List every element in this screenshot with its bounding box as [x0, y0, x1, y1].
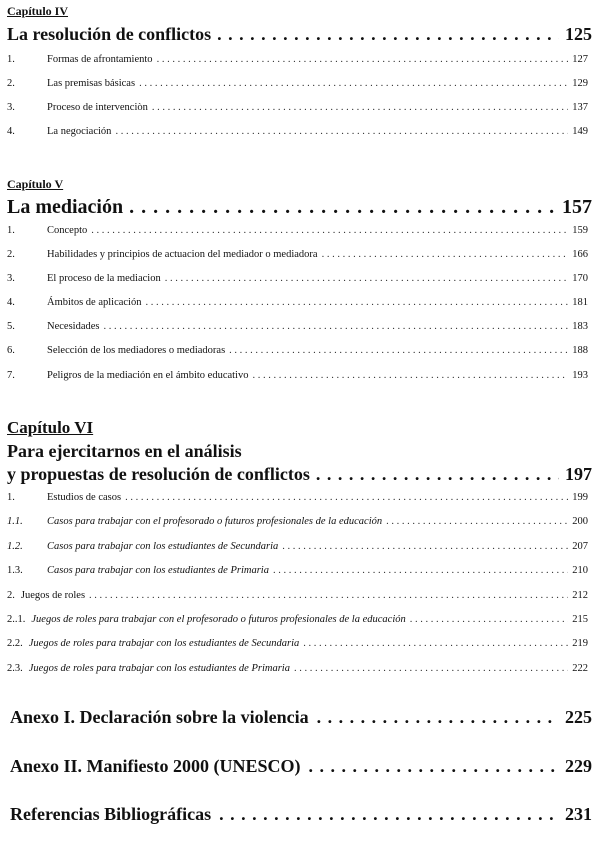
- entry-title: Estudios de casos: [47, 492, 122, 503]
- entry-number: 1.: [7, 492, 15, 503]
- dot-leader: [91, 225, 568, 236]
- dot-leader: [145, 297, 568, 308]
- dot-leader: [89, 590, 568, 601]
- entry-page: 188: [572, 345, 588, 356]
- toc-entry[interactable]: [7, 126, 588, 137]
- annex-1-entry[interactable]: [10, 707, 592, 728]
- entry-title: Peligros de la mediación en el ámbito educativo: [47, 370, 249, 381]
- entry-page: 181: [572, 297, 588, 308]
- dot-leader: [217, 24, 559, 45]
- entry-page: 219: [572, 638, 588, 649]
- entry-number: 2.2.: [7, 638, 23, 649]
- entry-page: 215: [572, 614, 588, 625]
- dot-leader: [294, 663, 568, 674]
- toc-entry[interactable]: [7, 492, 588, 503]
- toc-entry[interactable]: [7, 102, 588, 113]
- chapter-5-title-text: La mediación: [7, 196, 124, 218]
- references-entry[interactable]: [10, 804, 592, 825]
- dot-leader: [139, 78, 568, 89]
- dot-leader: [152, 102, 568, 113]
- annex-2-title: Anexo II. Manifiesto 2000 (UNESCO): [10, 756, 301, 776]
- entry-title: Casos para trabajar con el profesorado o futuros profesionales de la educación: [47, 516, 383, 527]
- entry-page: 212: [572, 590, 588, 601]
- chapter-4-title[interactable]: [7, 24, 592, 45]
- toc-entry[interactable]: [7, 638, 588, 649]
- entry-page: 159: [572, 225, 588, 236]
- dot-leader: [386, 516, 568, 527]
- entry-page: 210: [572, 565, 588, 576]
- entry-title: Proceso de intervenciòn: [47, 102, 148, 113]
- entry-title: El proceso de la mediacion: [47, 273, 161, 284]
- chapter-4-page: 125: [565, 24, 592, 44]
- entry-number: 5.: [7, 321, 15, 332]
- toc-entry[interactable]: [7, 249, 588, 260]
- toc-entry[interactable]: [7, 541, 588, 552]
- entry-number: 1.: [7, 225, 15, 236]
- toc-entry[interactable]: [7, 54, 588, 65]
- dot-leader: [322, 249, 569, 260]
- chapter-4-title-text: La resolución de conflictos: [7, 24, 212, 44]
- entry-title: Juegos de roles para trabajar con los estudiantes de Primaria: [28, 663, 290, 674]
- chapter-6-title[interactable]: [7, 464, 592, 485]
- entry-title: Juegos de roles para trabajar con los estudiantes de Secundaria: [28, 638, 300, 649]
- entry-page: 200: [572, 516, 588, 527]
- entry-number: 2..1.: [7, 614, 26, 625]
- chapter-6-label: Capítulo VI: [7, 418, 94, 437]
- dot-leader: [282, 541, 568, 552]
- entry-number: 3.: [7, 102, 15, 113]
- entry-page: 127: [572, 54, 588, 65]
- entry-title: Concepto: [47, 225, 88, 236]
- toc-entry[interactable]: [7, 370, 588, 381]
- entry-number: 6.: [7, 345, 15, 356]
- entry-page: 199: [572, 492, 588, 503]
- entry-title: Selección de los mediadores o mediadoras: [47, 345, 226, 356]
- entry-number: 4.: [7, 126, 15, 137]
- dot-leader: [229, 345, 568, 356]
- dot-leader: [317, 707, 557, 728]
- entry-title: Ámbitos de aplicación: [47, 297, 142, 308]
- annex-2-page: 229: [565, 756, 592, 776]
- toc-entry[interactable]: [7, 321, 588, 332]
- entry-title: Juegos de roles: [20, 590, 86, 601]
- entry-title: Juegos de roles para trabajar con el profesorado o futuros profesionales de la educación: [31, 614, 406, 625]
- toc-entry[interactable]: [7, 565, 588, 576]
- toc-entry[interactable]: [7, 225, 588, 236]
- dot-leader: [316, 464, 559, 485]
- entry-page: 207: [572, 541, 588, 552]
- chapter-4-label: Capítulo IV: [7, 4, 69, 18]
- entry-number: 4.: [7, 297, 15, 308]
- entry-title: Habilidades y principios de actuacion del mediador o mediadora: [47, 249, 318, 260]
- toc-entry[interactable]: [7, 273, 588, 284]
- entry-number: 1.: [7, 54, 15, 65]
- toc-entry[interactable]: [7, 614, 588, 625]
- dot-leader: [125, 492, 568, 503]
- entry-number: 2.: [7, 249, 15, 260]
- entry-page: 137: [572, 102, 588, 113]
- entry-number: 7.: [7, 370, 15, 381]
- dot-leader: [273, 565, 568, 576]
- chapter-5-title[interactable]: [7, 196, 592, 219]
- dot-leader: [115, 126, 568, 137]
- entry-number: 2.: [7, 78, 15, 89]
- toc-entry[interactable]: [7, 590, 588, 601]
- dot-leader: [129, 196, 556, 219]
- entry-number: 1.2.: [7, 541, 23, 552]
- entry-title: Necesidades: [47, 321, 100, 332]
- toc-entry[interactable]: [7, 345, 588, 356]
- dot-leader: [309, 756, 558, 777]
- dot-leader: [410, 614, 569, 625]
- entry-page: 193: [572, 370, 588, 381]
- entry-title: Casos para trabajar con los estudiantes de Primaria: [47, 565, 269, 576]
- entry-title: La negociación: [47, 126, 112, 137]
- annex-2-entry[interactable]: [10, 756, 592, 777]
- entry-title: Casos para trabajar con los estudiantes de Secundaria: [47, 541, 279, 552]
- entry-number: 1.3.: [7, 565, 23, 576]
- chapter-5-label: Capítulo V: [7, 177, 64, 191]
- entry-page: 183: [572, 321, 588, 332]
- dot-leader: [252, 370, 568, 381]
- chapter-5-page: 157: [562, 196, 592, 218]
- annex-1-page: 225: [565, 707, 592, 727]
- dot-leader: [157, 54, 569, 65]
- entry-page: 129: [572, 78, 588, 89]
- annex-1-title: Anexo I. Declaración sobre la violencia: [10, 707, 309, 727]
- dot-leader: [165, 273, 569, 284]
- toc-entry[interactable]: [7, 297, 588, 308]
- chapter-6-title-line1: Para ejercitarnos en el análisis: [7, 441, 242, 461]
- entry-page: 170: [572, 273, 588, 284]
- references-page: 231: [565, 804, 592, 824]
- entry-title: Las premisas básicas: [47, 78, 136, 89]
- dot-leader: [219, 804, 557, 825]
- entry-page: 149: [572, 126, 588, 137]
- dot-leader: [103, 321, 568, 332]
- toc-entry[interactable]: [7, 663, 588, 674]
- entry-number: 3.: [7, 273, 15, 284]
- toc-entry[interactable]: [7, 516, 588, 527]
- references-title: Referencias Bibliográficas: [10, 804, 212, 824]
- entry-number: 2.3.: [7, 663, 23, 674]
- toc-entry[interactable]: [7, 78, 588, 89]
- dot-leader: [303, 638, 568, 649]
- entry-number: 2.: [7, 590, 15, 601]
- entry-page: 222: [572, 663, 588, 674]
- entry-number: 1.1.: [7, 516, 23, 527]
- chapter-6-title-text: y propuestas de resolución de conflictos: [7, 464, 310, 484]
- entry-page: 166: [572, 249, 588, 260]
- entry-title: Formas de afrontamiento: [47, 54, 153, 65]
- chapter-6-page: 197: [565, 464, 592, 484]
